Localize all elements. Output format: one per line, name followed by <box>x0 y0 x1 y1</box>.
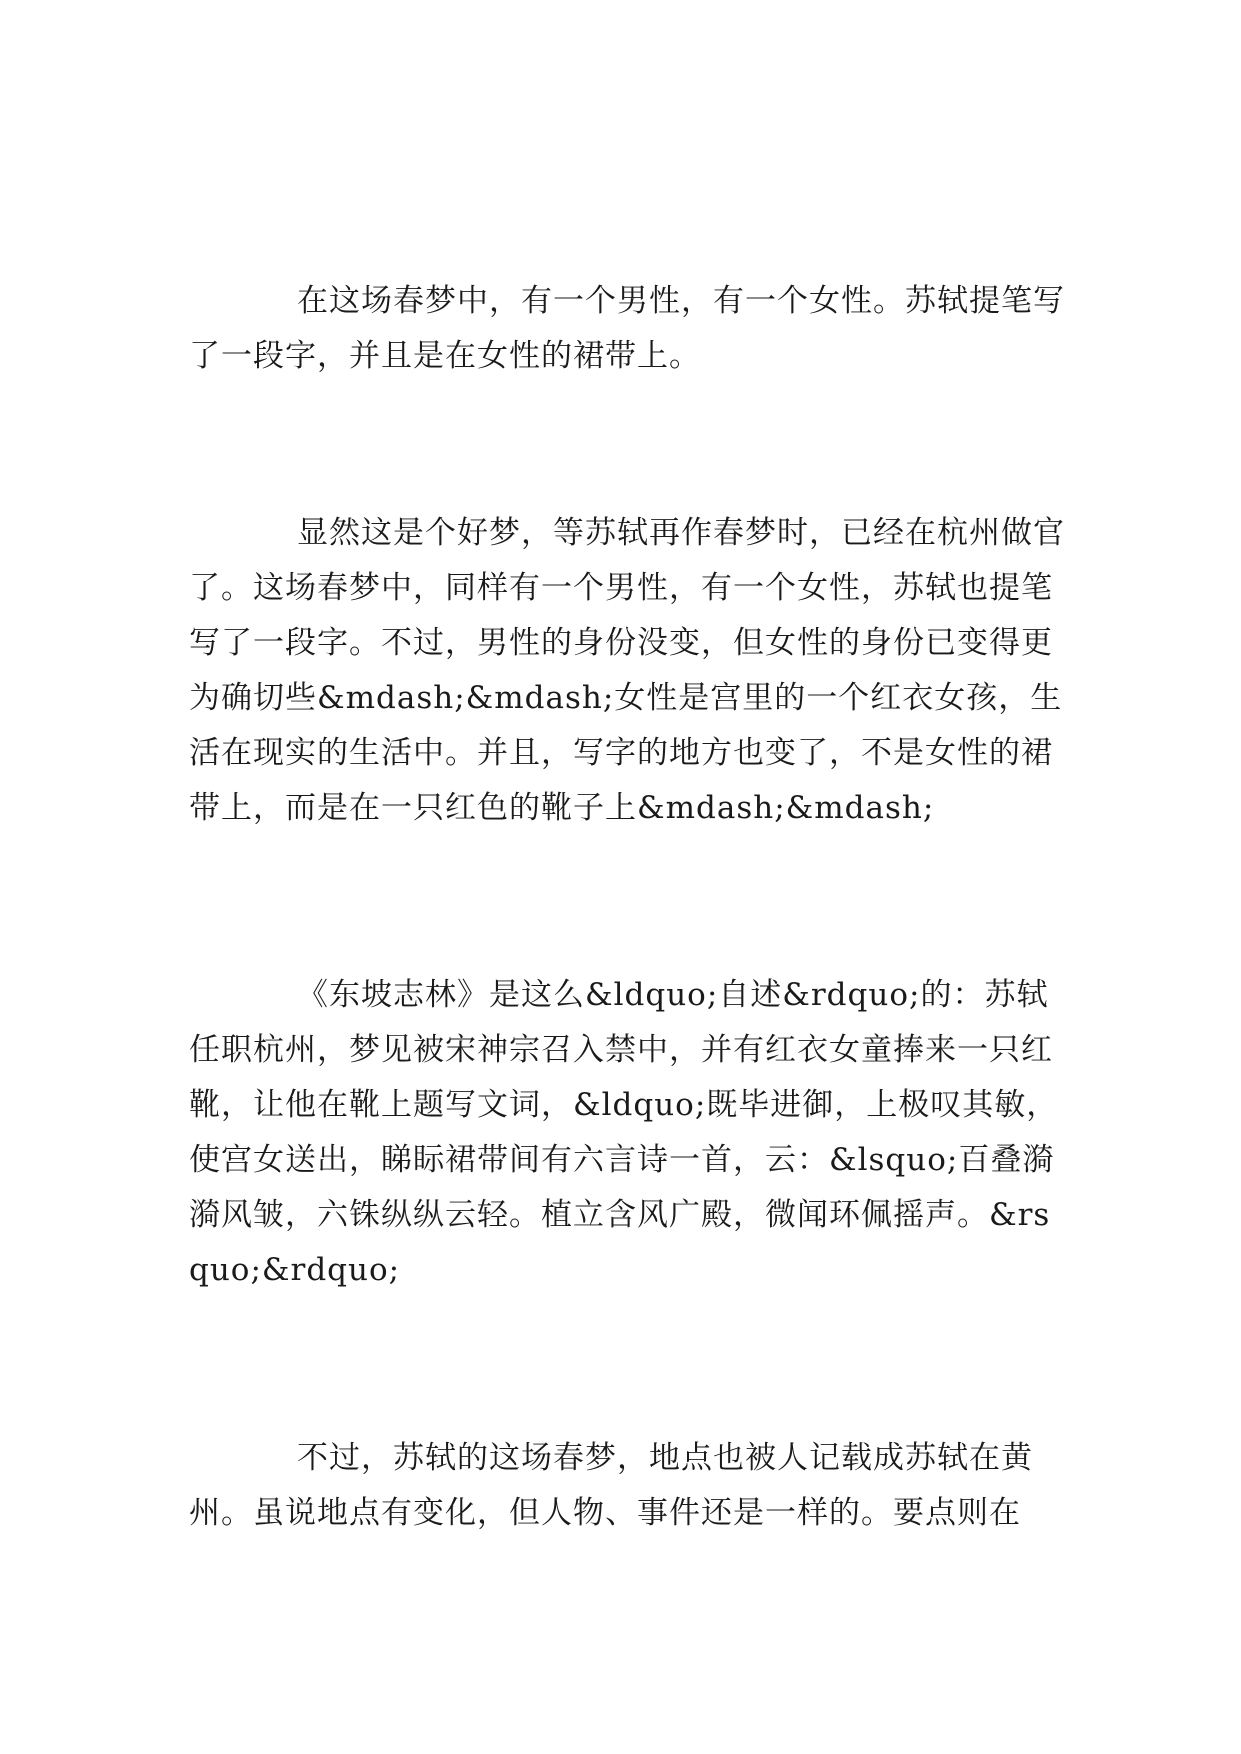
paragraph-1: 在这场春梦中，有一个男性，有一个女性。苏轼提笔写了一段字，并且是在女性的裙带上。 <box>189 283 1065 374</box>
paragraph-2: 显然这是个好梦，等苏轼再作春梦时，已经在杭州做官了。这场春梦中，同样有一个男性，有一个女性，苏轼也提笔写了一段字。不过，男性的身份没变，但女性的身份已变得更为确切些&mdash;&mdash;女性是宫里的一个红衣女孩，生活在现实的生活中。并且，写字的地方也变了，不是女性的裙带上，而是在一只红色的靴子上&mdash;&mdash; <box>189 515 1065 826</box>
paragraph-4: 不过，苏轼的这场春梦，地点也被人记载成苏轼在黄州。虽说地点有变化，但人物、事件还是一样的。要点则在 <box>189 1440 1033 1531</box>
paragraph-3: 《东坡志林》是这么&ldquo;自述&rdquo;的：苏轼任职杭州，梦见被宋神宗召入禁中，并有红衣女童捧来一只红靴，让他在靴上题写文词，&ldquo;既毕进御，上极叹其敏，使宫女送出，睇眎裙带间有六言诗一首，云：&lsquo;百叠漪漪风皱，六铢纵纵云轻。植立含风广殿，微闻环佩摇声。&rsquo;&rdquo; <box>189 977 1059 1288</box>
